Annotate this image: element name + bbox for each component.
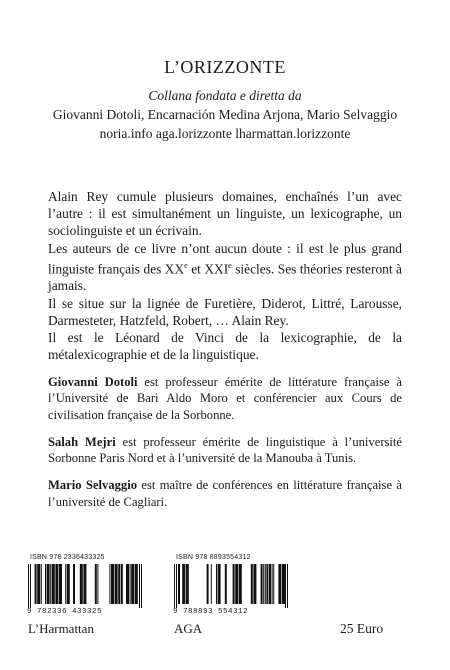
blurb-paragraph-1: Alain Rey cumule plusieurs domaines, enchaînés l’un avec l’autre : il est simultanément un linguiste, un lexicographe, un sociolinguiste et un écrivain.	[48, 189, 402, 239]
author-bio	[48, 374, 402, 423]
author-bios	[48, 374, 402, 521]
price: 25 Euro	[340, 621, 384, 636]
barcode-icon	[26, 564, 144, 608]
century-superscript: e	[184, 260, 188, 270]
series-directors: Giovanni Dotoli, Encarnación Medina Arjona, Mario Selvaggio	[52, 107, 398, 122]
blurb-p2-part-b: et XXI	[187, 261, 229, 277]
author-name: Giovanni Dotoli	[48, 375, 138, 389]
series-subtitle: Collana fondata e diretta da	[148, 88, 302, 103]
barcode-icon	[172, 564, 290, 608]
author-name: Mario Selvaggio	[48, 478, 138, 493]
blurb-p2-part-c: siècles. Ses théories resteront à jamais.	[48, 261, 402, 294]
isbn-label: ISBN 978 8893554312	[176, 554, 251, 561]
author-name: Salah Mejri	[48, 434, 116, 449]
barcode-harmattan	[26, 554, 144, 637]
barcode-aga	[172, 554, 290, 637]
barcode-digits: 9 782336 433325	[27, 608, 103, 616]
century-superscript: e	[228, 260, 232, 270]
blurb-paragraph-4: Il est le Léonard de Vinci de la lexicographie, de la métalexicographie et de la linguistique.	[48, 330, 402, 363]
blurb-p2-part-a: Les auteurs de ce livre n’ont aucun doute : il est le plus grand linguiste français des XX	[48, 240, 402, 277]
author-bio-text: est maître de conférences en littérature française à l’université de Cagliari.	[48, 478, 402, 509]
author-bio	[48, 477, 402, 510]
publisher-name: AGA	[174, 621, 203, 636]
author-bio	[48, 434, 402, 467]
barcode-digits: 9 788893 554312	[173, 608, 249, 616]
isbn-label: ISBN 978 2336433325	[30, 554, 105, 561]
back-cover-blurb	[48, 188, 402, 364]
series-title: L’ORIZZONTE	[164, 57, 286, 77]
blurb-paragraph-3: Il se situe sur la lignée de Furetière, Diderot, Littré, Larousse, Darmesteter, Hatzfeld, Robert, … Alain Rey.	[48, 295, 402, 328]
blurb-paragraph-2	[48, 240, 402, 295]
author-bio-text: est professeur émérite de linguistique à l’université Sorbonne Paris Nord et à l’université de la Manouba à Tunis.	[48, 434, 403, 466]
author-bio-text: est professeur émérite de littérature française à l’Université de Bari Aldo Moro et conférencier aux Cours de civilisation française de la Sorbonne.	[48, 375, 402, 422]
series-websites: noria.info aga.lorizzonte lharmattan.lorizzonte	[99, 126, 351, 141]
publisher-name: L’Harmattan	[28, 621, 94, 636]
